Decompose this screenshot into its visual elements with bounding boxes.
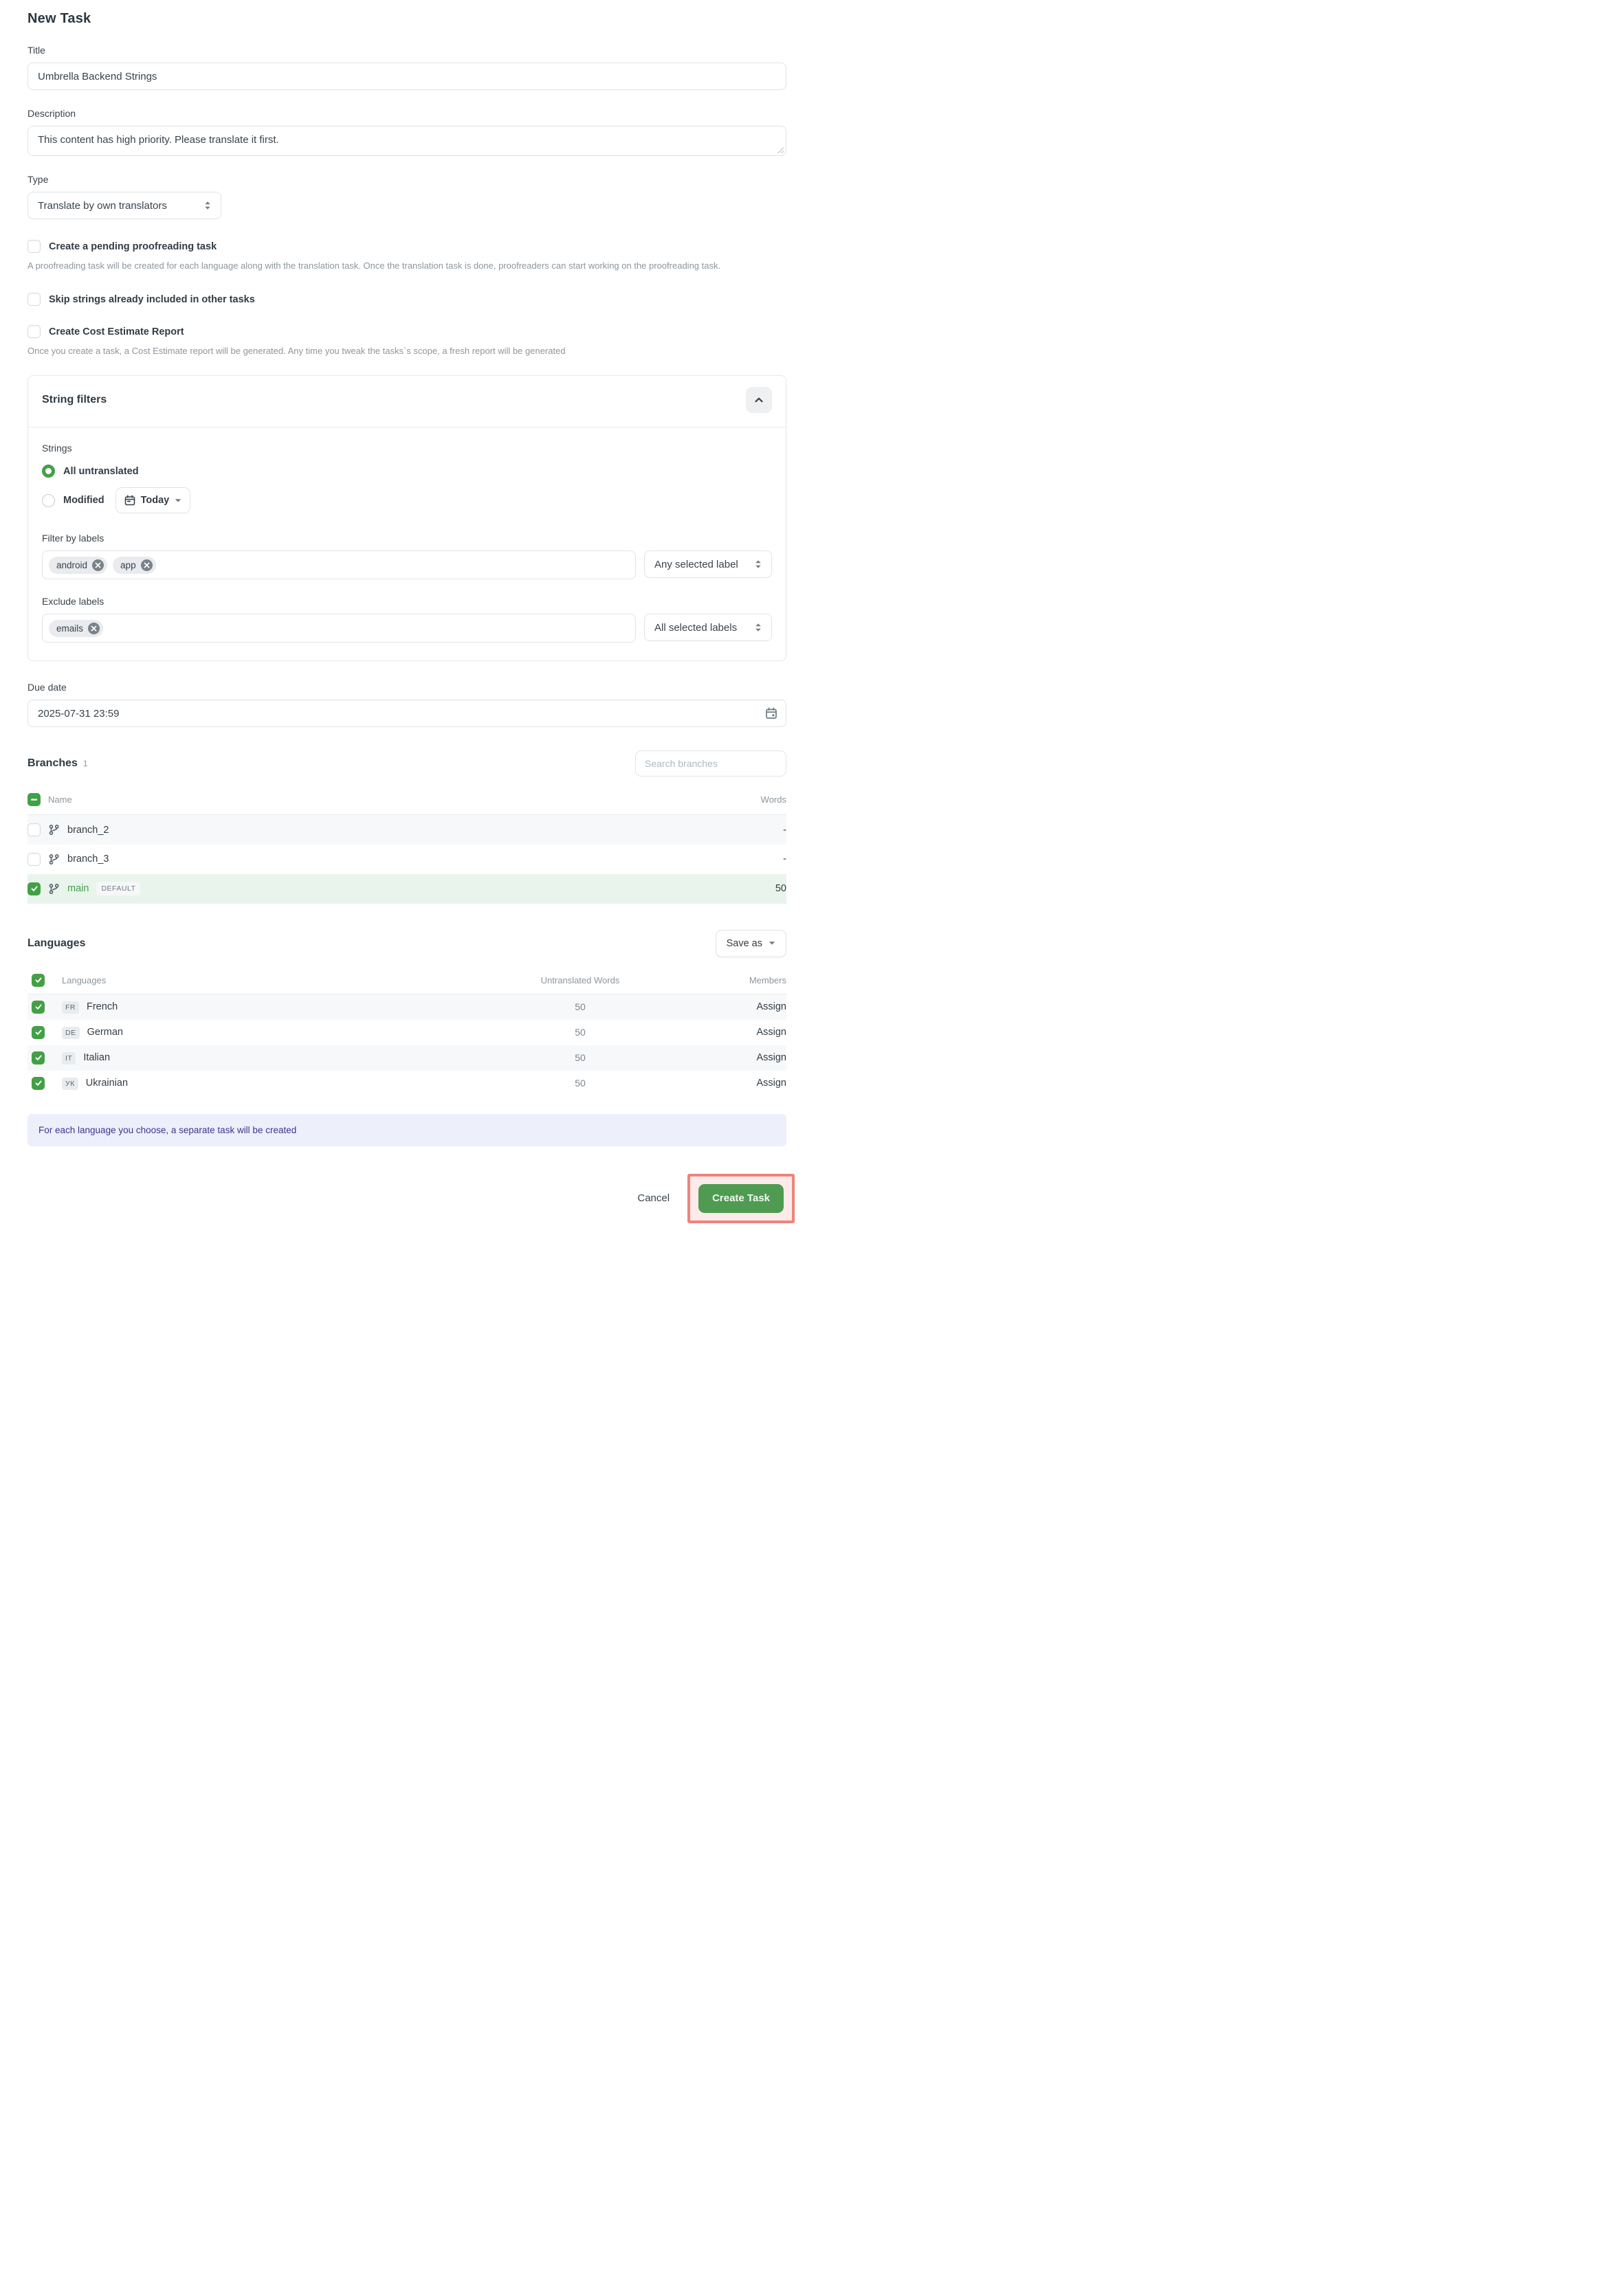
branch-name: main bbox=[67, 883, 89, 895]
languages-title: Languages bbox=[27, 937, 86, 949]
label-tag-text: android bbox=[56, 559, 88, 570]
branches-col-name: Name bbox=[48, 794, 72, 805]
language-row bbox=[27, 1071, 786, 1096]
cost-estimate-label: Create Cost Estimate Report bbox=[49, 326, 184, 337]
select-updown-icon bbox=[753, 559, 763, 570]
language-row bbox=[27, 1045, 786, 1071]
language-code-badge: IT bbox=[62, 1052, 76, 1065]
language-untranslated: 50 bbox=[575, 1027, 586, 1038]
select-all-branches-checkbox[interactable] bbox=[27, 793, 41, 806]
cost-estimate-help: Once you create a task, a Cost Estimate report will be generated. Any time you tweak the tasks`s scope, a fresh report will be generated bbox=[27, 346, 566, 357]
description-value: This content has high priority. Please translate it first. bbox=[38, 134, 279, 146]
label-tag bbox=[49, 620, 103, 637]
default-badge: DEFAULT bbox=[96, 882, 140, 895]
languages-col-languages: Languages bbox=[62, 974, 107, 985]
collapse-panel-button[interactable] bbox=[746, 387, 772, 413]
language-checkbox[interactable] bbox=[32, 1001, 45, 1014]
remove-tag-icon[interactable] bbox=[141, 559, 153, 571]
language-name: Italian bbox=[83, 1051, 111, 1063]
filter-labels-input[interactable] bbox=[42, 550, 636, 579]
description-input[interactable] bbox=[27, 126, 786, 156]
exclude-labels-label: Exclude labels bbox=[42, 596, 104, 608]
languages-note: For each language you choose, a separate task will be created bbox=[27, 1114, 786, 1146]
resize-grip-icon[interactable] bbox=[776, 146, 784, 153]
branch-checkbox[interactable] bbox=[27, 882, 41, 895]
language-name: French bbox=[87, 1001, 118, 1012]
select-updown-icon bbox=[753, 622, 763, 633]
string-filters-title: String filters bbox=[42, 394, 107, 406]
exclude-match-select[interactable] bbox=[644, 614, 772, 641]
branches-title: Branches bbox=[27, 757, 78, 770]
caret-down-icon bbox=[769, 941, 775, 946]
git-branch-icon bbox=[48, 883, 60, 895]
branch-name: branch_2 bbox=[67, 824, 109, 836]
language-checkbox[interactable] bbox=[32, 1051, 45, 1065]
page-title: New Task bbox=[27, 11, 91, 26]
due-date-label: Due date bbox=[27, 682, 67, 693]
string-filters-panel bbox=[27, 375, 786, 661]
labels-match-value: Any selected label bbox=[654, 558, 738, 570]
calendar-icon bbox=[124, 495, 135, 506]
exclude-labels-input[interactable] bbox=[42, 614, 636, 643]
branch-row bbox=[27, 815, 786, 845]
label-tag-text: app bbox=[120, 559, 136, 570]
language-checkbox[interactable] bbox=[32, 1077, 45, 1090]
create-task-button[interactable]: Create Task bbox=[698, 1184, 784, 1213]
title-input[interactable] bbox=[27, 63, 786, 90]
proofreading-help: A proofreading task will be created for each language along with the translation task. Once the translation task is done, proofreaders can start working on the proofreading task. bbox=[27, 260, 721, 271]
language-name: Ukrainian bbox=[85, 1077, 129, 1089]
branch-checkbox[interactable] bbox=[27, 823, 41, 836]
chevron-up-icon bbox=[753, 394, 764, 405]
modified-label: Modified bbox=[63, 495, 104, 506]
all-untranslated-label: All untranslated bbox=[63, 465, 139, 477]
branches-table bbox=[27, 786, 786, 904]
git-branch-icon bbox=[48, 854, 60, 865]
skip-strings-label: Skip strings already included in other tasks bbox=[49, 293, 255, 305]
language-untranslated: 50 bbox=[575, 1052, 586, 1064]
language-code-badge: DE bbox=[62, 1027, 80, 1039]
branches-col-words: Words bbox=[704, 786, 786, 815]
proofreading-label: Create a pending proofreading task bbox=[49, 241, 217, 252]
modified-period-button[interactable] bbox=[115, 487, 191, 513]
all-untranslated-radio[interactable] bbox=[42, 465, 55, 478]
new-task-form bbox=[0, 0, 812, 1264]
branch-name: branch_3 bbox=[67, 854, 109, 865]
strings-label: Strings bbox=[42, 443, 72, 454]
branch-words: - bbox=[783, 854, 786, 865]
languages-table bbox=[27, 967, 786, 1096]
branches-count: 1 bbox=[82, 759, 88, 769]
type-label: Type bbox=[27, 174, 49, 185]
exclude-match-value: All selected labels bbox=[654, 621, 738, 634]
remove-tag-icon[interactable] bbox=[92, 559, 104, 571]
description-label: Description bbox=[27, 108, 76, 119]
proofreading-checkbox[interactable] bbox=[27, 240, 41, 253]
filter-by-labels-label: Filter by labels bbox=[42, 533, 104, 544]
language-checkbox[interactable] bbox=[32, 1026, 45, 1039]
modified-radio[interactable] bbox=[42, 494, 55, 507]
label-tag bbox=[49, 557, 107, 574]
modified-period-value: Today bbox=[140, 495, 170, 506]
caret-down-icon bbox=[175, 498, 181, 503]
branch-row bbox=[27, 845, 786, 874]
label-tag-text: emails bbox=[56, 623, 84, 634]
label-tag bbox=[113, 557, 156, 574]
select-updown-icon bbox=[203, 200, 212, 211]
remove-tag-icon[interactable] bbox=[88, 623, 100, 634]
branch-checkbox[interactable] bbox=[27, 853, 41, 866]
branch-words: - bbox=[783, 824, 786, 836]
save-as-label: Save as bbox=[726, 937, 762, 949]
due-date-input[interactable] bbox=[27, 700, 786, 727]
annotation-highlight bbox=[687, 1174, 795, 1223]
cost-estimate-checkbox[interactable] bbox=[27, 325, 41, 338]
languages-col-untranslated: Untranslated Words bbox=[540, 974, 620, 985]
assign-link[interactable]: Assign bbox=[756, 1027, 786, 1038]
assign-link[interactable]: Assign bbox=[756, 1078, 786, 1089]
type-select-value: Translate by own translators bbox=[38, 199, 167, 212]
language-row bbox=[27, 1020, 786, 1045]
language-code-badge: УК bbox=[62, 1078, 78, 1090]
assign-link[interactable]: Assign bbox=[756, 1001, 786, 1013]
git-branch-icon bbox=[48, 824, 60, 836]
branch-words: 50 bbox=[775, 883, 786, 895]
title-label: Title bbox=[27, 45, 45, 56]
select-all-languages-checkbox[interactable] bbox=[32, 974, 45, 987]
language-name: German bbox=[87, 1026, 123, 1038]
language-untranslated: 50 bbox=[575, 1078, 586, 1089]
languages-col-members: Members bbox=[749, 974, 786, 985]
search-branches-input[interactable] bbox=[635, 750, 786, 777]
cancel-button[interactable]: Cancel bbox=[637, 1192, 670, 1205]
type-select[interactable] bbox=[27, 192, 221, 219]
save-as-button[interactable] bbox=[716, 930, 786, 957]
language-untranslated: 50 bbox=[575, 1001, 586, 1013]
language-code-badge: FR bbox=[62, 1001, 79, 1014]
language-row bbox=[27, 994, 786, 1020]
labels-match-select[interactable] bbox=[644, 550, 772, 578]
branch-row bbox=[27, 874, 786, 904]
skip-strings-checkbox[interactable] bbox=[27, 293, 41, 306]
assign-link[interactable]: Assign bbox=[756, 1052, 786, 1064]
